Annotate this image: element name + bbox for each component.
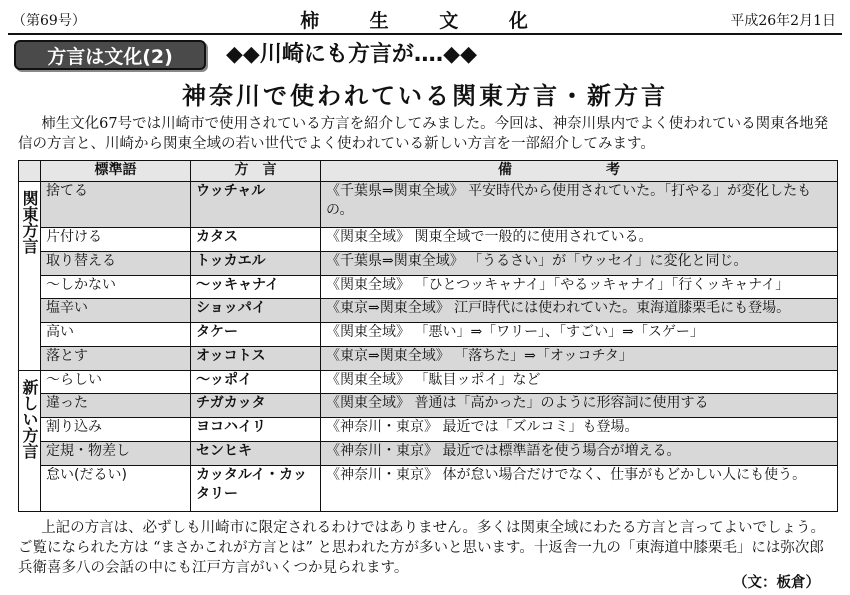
standard-word-cell: 定規・物差し xyxy=(41,441,191,465)
issue-number: （第69号） xyxy=(12,13,86,29)
section-badge: 方言は文化(2) xyxy=(14,40,206,70)
notes-cell: 《関東全域》 「駄目ッポイ」など xyxy=(321,370,838,394)
standard-word-cell: 割り込み xyxy=(41,418,191,442)
table-row xyxy=(19,346,838,370)
header-notes: 備 考 xyxy=(321,161,838,182)
table-row xyxy=(19,182,838,228)
dialect-table xyxy=(18,160,838,512)
notes-cell: 《神奈川・東京》 最近では標準語を使う場合が増える。 xyxy=(321,441,838,465)
table-body xyxy=(19,182,838,512)
table-row xyxy=(19,228,838,252)
standard-word-cell: 取り替える xyxy=(41,252,191,276)
newsletter-name: 柿 生 文 化 xyxy=(300,10,550,32)
issue-date: 平成26年2月1日 xyxy=(730,13,836,29)
header-standard: 標準語 xyxy=(41,161,191,182)
dialect-word-cell: ～ッポイ xyxy=(191,370,321,394)
author-credit: （文：板倉） xyxy=(733,574,820,591)
notes-cell: 《千葉県⇒関東全域》 「うるさい」が「ウッセイ」に変化と同じ。 xyxy=(321,252,838,276)
dialect-word-cell: トッカエル xyxy=(191,252,321,276)
notes-cell: 《東京⇒関東全域》 江戸時代には使われていた。東海道膝栗毛にも登場。 xyxy=(321,299,838,323)
notes-cell: 《関東全域》 普通は「高かった」のように形容詞に使用する xyxy=(321,394,838,418)
notes-cell: 《千葉県⇒関東全域》 平安時代から使用されていた。「打やる」が変化したもの。 xyxy=(321,182,838,228)
standard-word-cell: ～しかない xyxy=(41,275,191,299)
dialect-word-cell: カッタルイ・カッタリー xyxy=(191,465,321,511)
table-row xyxy=(19,275,838,299)
table-row xyxy=(19,441,838,465)
table-row xyxy=(19,370,838,394)
standard-word-cell: 塩辛い xyxy=(41,299,191,323)
closing-paragraph: 上記の方言は、必ずしも川崎市に限定されるわけではありません。多くは関東全域にわたる方言と言ってよいでしょう。ご覧になられた方は “まさかこれが方言とは” と思われた方が多いと思います。十返舎一九の「東海道中膝栗毛」には弥次郎兵衛喜多八の会話の中にも江戸方言がいくつか見られます。 xyxy=(18,520,826,576)
dialect-word-cell: タケー xyxy=(191,323,321,347)
group-label: 関東方言 xyxy=(19,182,41,371)
table-row xyxy=(19,394,838,418)
standard-word-cell: 捨てる xyxy=(41,182,191,228)
dialect-word-cell: ウッチャル xyxy=(191,182,321,228)
article-title: 神奈川で使われている関東方言・新方言 xyxy=(182,82,668,110)
notes-cell: 《東京⇒関東全域》 「落ちた」⇒「オッコチタ」 xyxy=(321,346,838,370)
table-row xyxy=(19,299,838,323)
notes-cell: 《関東全域》 「ひとつッキャナイ」「やるッキャナイ」「行くッキャナイ」 xyxy=(321,275,838,299)
group-label: 新しい方言 xyxy=(19,370,41,511)
standard-word-cell: 高い xyxy=(41,323,191,347)
dialect-word-cell: ～ッキャナイ xyxy=(191,275,321,299)
intro-paragraph: 柿生文化67号では川崎市で使用されている方言を紹介してみました。今回は、神奈川県内でよく使われている関東各地発信の方言と、川崎から関東全域の若い世代でよく使われている新しい方言を一部紹介してみます。 xyxy=(18,116,829,152)
table-row xyxy=(19,465,838,511)
table-row xyxy=(19,252,838,276)
notes-cell: 《神奈川・東京》 体が怠い場合だけでなく、仕事がもどかしい人にも使う。 xyxy=(321,465,838,511)
standard-word-cell: 怠い(だるい) xyxy=(41,465,191,511)
dialect-word-cell: センヒキ xyxy=(191,441,321,465)
standard-word-cell: ～らしい xyxy=(41,370,191,394)
standard-word-cell: 違った xyxy=(41,394,191,418)
dialect-word-cell: オッコトス xyxy=(191,346,321,370)
table-header-row xyxy=(19,161,838,182)
dialect-word-cell: カタス xyxy=(191,228,321,252)
page-header xyxy=(8,6,842,30)
table-row xyxy=(19,418,838,442)
header-dialect: 方 言 xyxy=(191,161,321,182)
headline: ◆◆川崎にも方言が‥‥◆◆ xyxy=(226,42,478,67)
dialect-word-cell: ヨコハイリ xyxy=(191,418,321,442)
corner-cell xyxy=(19,161,41,182)
table-row xyxy=(19,323,838,347)
header-rule xyxy=(8,33,842,35)
dialect-word-cell: ショッパイ xyxy=(191,299,321,323)
notes-cell: 《関東全域》 関東全域で一般的に使用されている。 xyxy=(321,228,838,252)
standard-word-cell: 片付ける xyxy=(41,228,191,252)
notes-cell: 《関東全域》 「悪い」⇒「ワリー」、「すごい」⇒「スゲー」 xyxy=(321,323,838,347)
notes-cell: 《神奈川・東京》 最近では「ズルコミ」も登場。 xyxy=(321,418,838,442)
standard-word-cell: 落とす xyxy=(41,346,191,370)
dialect-word-cell: チガカッタ xyxy=(191,394,321,418)
